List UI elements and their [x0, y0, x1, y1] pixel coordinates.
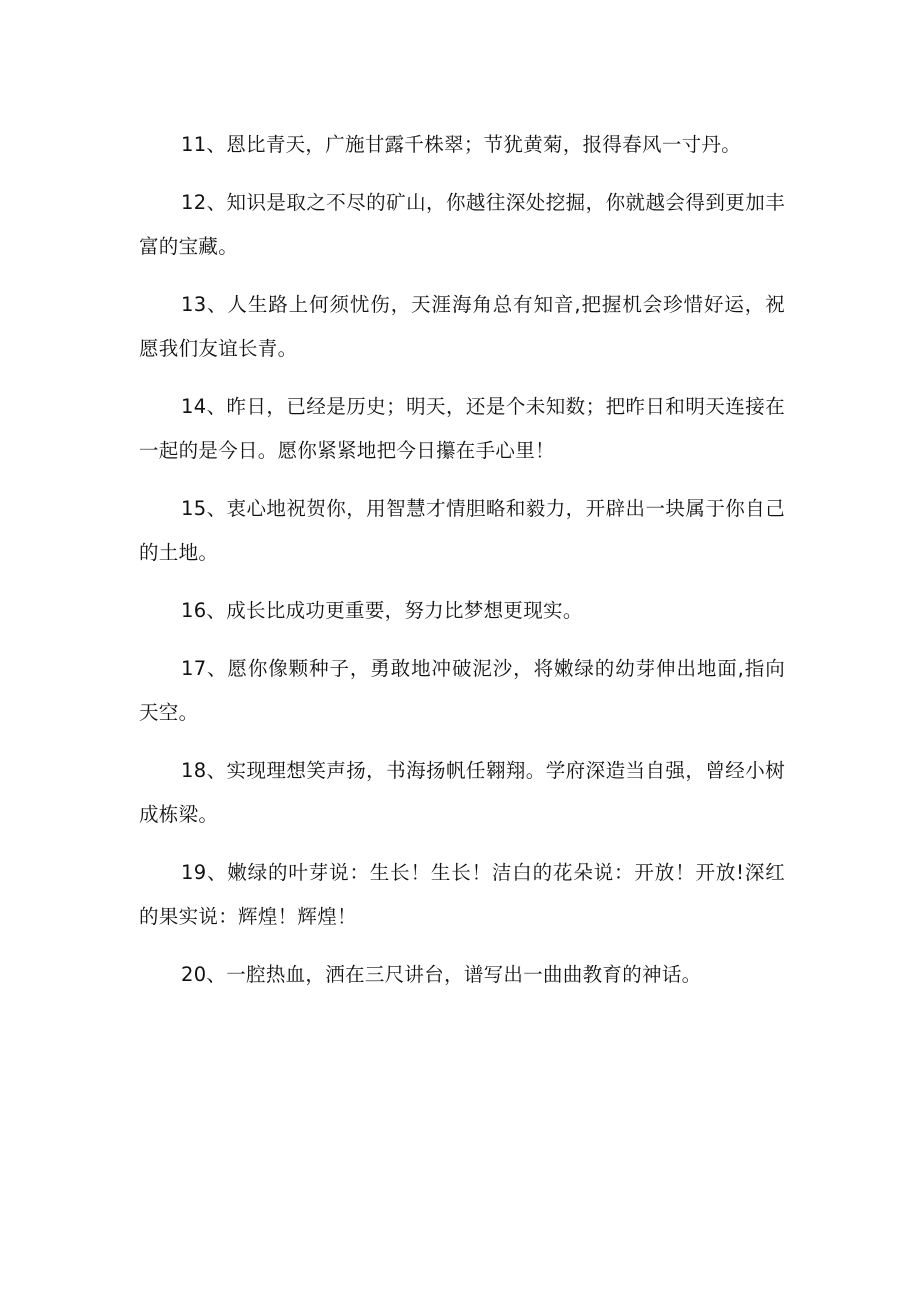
paragraph-12: 12、知识是取之不尽的矿山，你越往深处挖掘，你就越会得到更加丰富的宝藏。: [139, 191, 785, 258]
paragraph-18: 18、实现理想笑声扬，书海扬帆任翱翔。学府深造当自强，曾经小树成栋梁。: [139, 759, 785, 826]
document-body: [139, 123, 785, 1011]
paragraph-14: 14、昨日，已经是历史；明天，还是个未知数；把昨日和明天连接在一起的是今日。愿你紧紧地把今日攥在手心里！: [139, 395, 785, 462]
paragraph-19: 19、嫩绿的叶芽说：生长！生长！洁白的花朵说：开放！开放!深红的果实说：辉煌！辉煌！: [139, 861, 785, 928]
paragraph-13: 13、人生路上何须忧伤，天涯海角总有知音,把握机会珍惜好运，祝愿我们友谊长青。: [139, 293, 785, 360]
paragraph-16: 16、成长比成功更重要，努力比梦想更现实。: [181, 599, 583, 622]
paragraph-11: 11、恩比青天，广施甘露千株翠；节犹黄菊，报得春风一寸丹。: [181, 133, 742, 156]
paragraph-17: 17、愿你像颗种子，勇敢地冲破泥沙，将嫩绿的幼芽伸出地面,指向天空。: [139, 657, 785, 724]
paragraph-15: 15、衷心地祝贺你，用智慧才情胆略和毅力，开辟出一块属于你自己的土地。: [139, 497, 785, 564]
paragraph-20: 20、一腔热血，洒在三尺讲台，谱写出一曲曲教育的神话。: [181, 963, 702, 986]
